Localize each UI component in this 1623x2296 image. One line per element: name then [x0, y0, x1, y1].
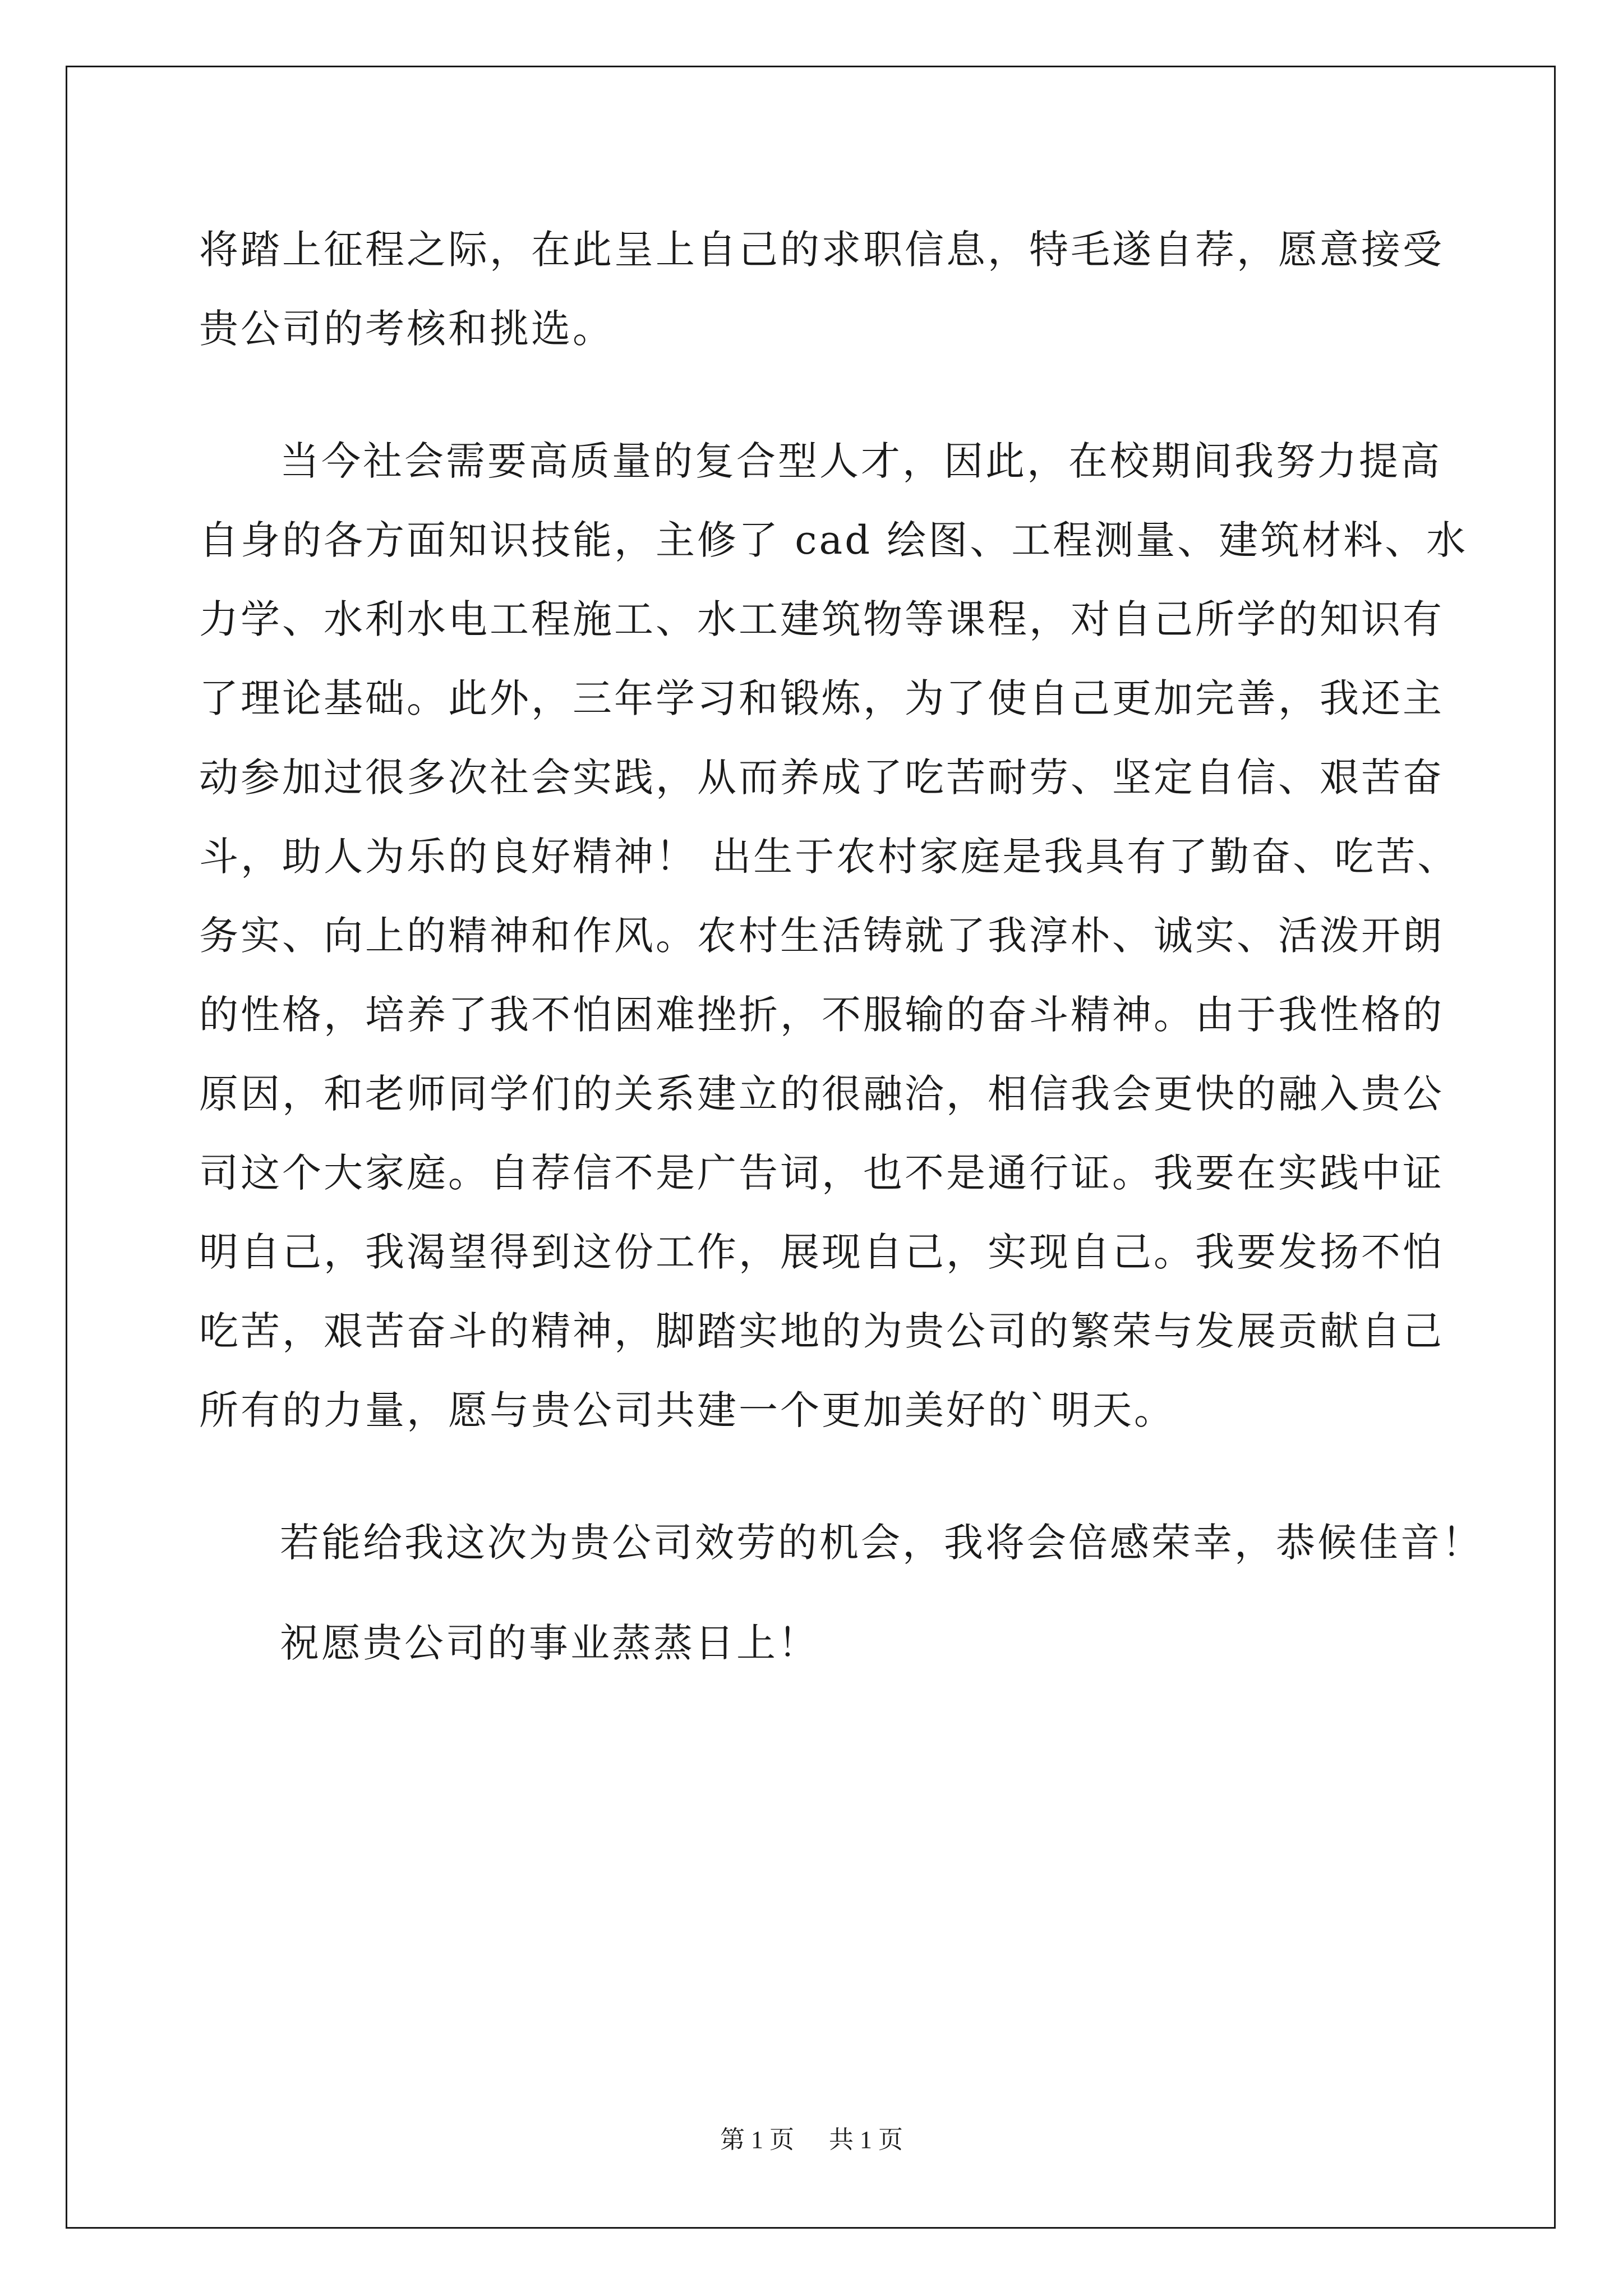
body-line: 吃苦，艰苦奋斗的精神，脚踏实地的为贵公司的繁荣与发展贡献自己 [199, 1308, 1444, 1354]
letter-body [199, 210, 1483, 1683]
body-line: 将踏上征程之际，在此呈上自己的求职信息，特毛遂自荐，愿意接受 [199, 227, 1444, 273]
closing-line: 祝愿贵公司的事业蒸蒸日上！ [280, 1620, 819, 1666]
body-line: 动参加过很多次社会实践，从而养成了吃苦耐劳、坚定自信、艰苦奋 [199, 754, 1444, 800]
body-line: 明自己，我渴望得到这份工作，展现自己，实现自己。我要发扬不怕 [199, 1229, 1444, 1275]
body-line: 贵公司的考核和挑选。 [199, 306, 614, 352]
page-total: 共 1 页 [829, 2126, 903, 2154]
body-line: 的性格，培养了我不怕困难挫折，不服输的奋斗精神。由于我性格的 [199, 992, 1444, 1038]
paragraph-start-line: 当今社会需要高质量的复合型人才，因此，在校期间我努力提高 [280, 438, 1442, 484]
body-line: 自身的各方面知识技能，主修了 cad 绘图、工程测量、建筑材料、水 [199, 517, 1468, 563]
page-number: 第 1 页 [720, 2126, 794, 2154]
body-line: 原因，和老师同学们的关系建立的很融洽，相信我会更快的融入贵公 [199, 1071, 1444, 1117]
body-line: 斗，助人为乐的良好精神！ 出生于农村家庭是我具有了勤奋、吃苦、 [199, 834, 1459, 880]
body-line: 了理论基础。此外，三年学习和锻炼，为了使自己更加完善，我还主 [199, 675, 1444, 721]
body-line: 司这个大家庭。自荐信不是广告词，也不是通行证。我要在实践中证 [199, 1150, 1444, 1196]
page-footer [0, 2123, 1623, 2157]
body-line: 所有的力量，愿与贵公司共建一个更加美好的`明天。 [199, 1387, 1175, 1433]
paragraph-start-line: 若能给我这次为贵公司效劳的机会，我将会倍感荣幸，恭候佳音！ [280, 1520, 1483, 1566]
body-line: 务实、向上的精神和作风。农村生活铸就了我淳朴、诚实、活泼开朗 [199, 913, 1444, 959]
body-line: 力学、水利水电工程施工、水工建筑物等课程，对自己所学的知识有 [199, 596, 1444, 642]
